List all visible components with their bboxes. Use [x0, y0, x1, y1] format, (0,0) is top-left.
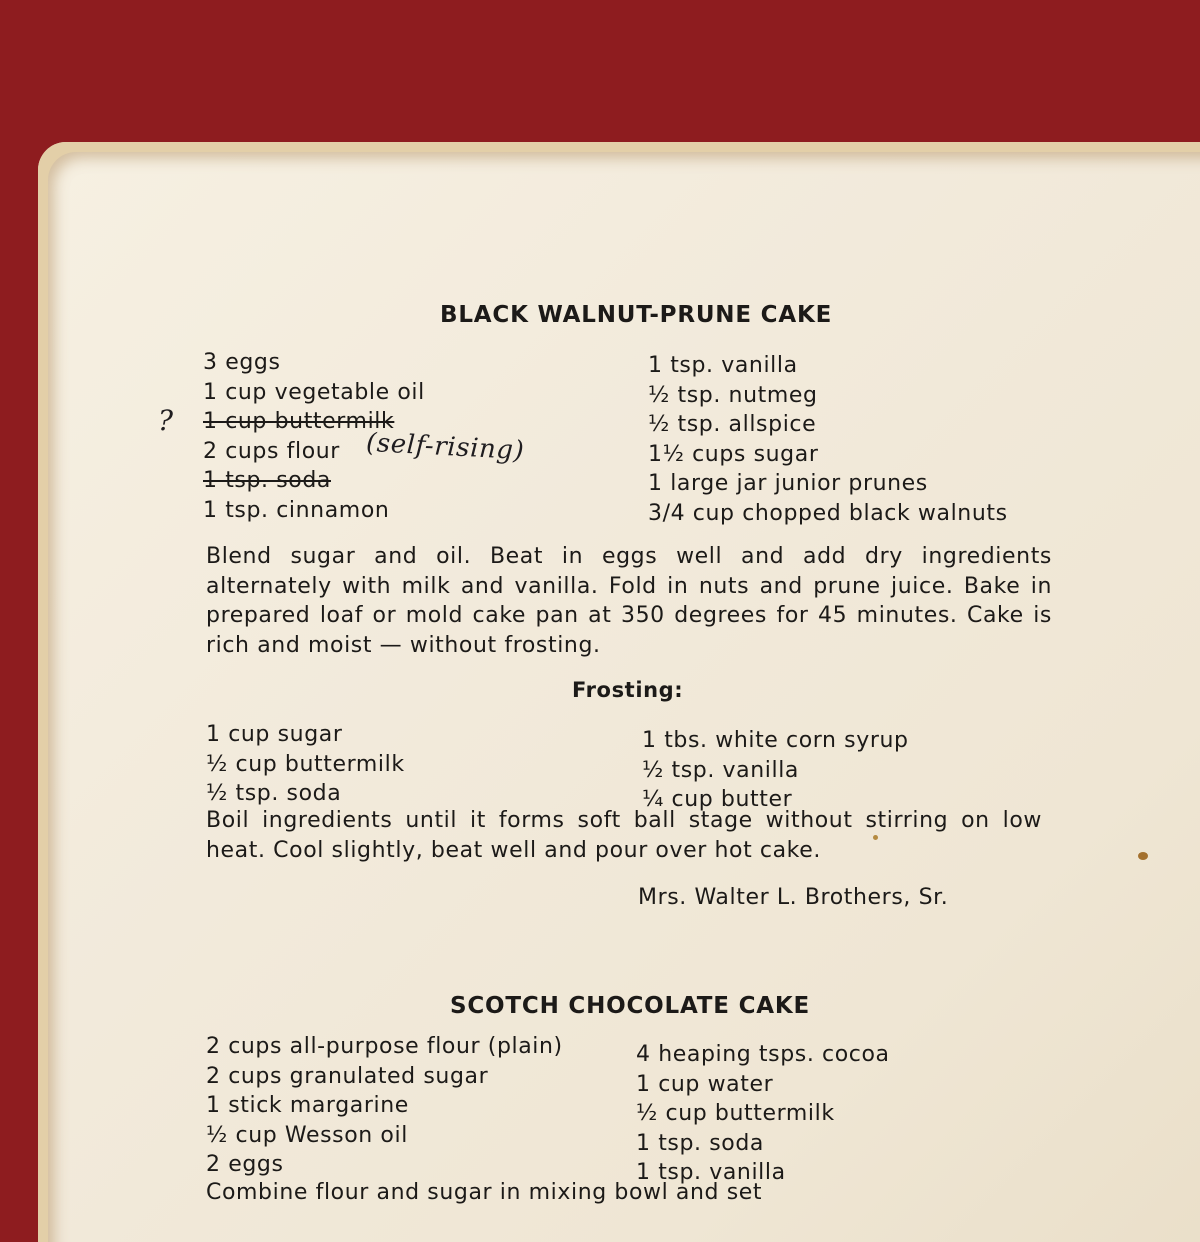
frosting-heading: Frosting:	[572, 678, 684, 702]
ingredient: 1 tsp. vanilla	[648, 353, 798, 378]
directions: Blend sugar and oil. Beat in eggs well and add dry ingredients alternately with milk and vanilla. Fold in nuts and prune juice. Bake in prepared loaf or mold cake pan at 350 degrees for 45 minutes. Cake is rich and moist — without frosting.	[206, 544, 1052, 658]
ingredient: ¼ cup butter	[642, 787, 793, 812]
ingredient: 1 tsp. cinnamon	[203, 497, 390, 523]
contributor: Mrs. Walter L. Brothers, Sr.	[638, 885, 949, 910]
ingredients-left	[206, 1032, 563, 1180]
ingredient: 1 cup vegetable oil	[203, 379, 425, 405]
ingredient: 1 tsp. soda	[636, 1130, 764, 1156]
ingredient: 1 cup sugar	[206, 722, 343, 747]
ingredient: 1 stick margarine	[206, 1093, 409, 1118]
ingredient: 3/4 cup chopped black walnuts	[648, 500, 1008, 526]
ingredient: ½ cup buttermilk	[636, 1101, 835, 1126]
ingredient: 2 cups flour	[203, 438, 340, 464]
handwritten-mark: ?	[158, 404, 174, 437]
ingredient: 1 tsp. vanilla	[636, 1160, 786, 1185]
ingredient-struck: 1 tsp. soda	[203, 468, 331, 493]
ingredient: ½ tsp. soda	[206, 781, 342, 806]
stain-spot	[873, 835, 878, 840]
ingredient: ½ tsp. vanilla	[642, 757, 800, 783]
ingredient: 2 eggs	[206, 1152, 284, 1177]
ingredients-right	[636, 1040, 890, 1188]
ingredient: 1½ cups sugar	[648, 441, 819, 467]
ingredient: 2 cups all-purpose flour (plain)	[206, 1034, 563, 1059]
ingredient: 2 cups granulated sugar	[206, 1063, 489, 1089]
ingredients-right	[648, 351, 1008, 528]
ingredient: ½ cup Wesson oil	[206, 1122, 408, 1148]
recipe-title: SCOTCH CHOCOLATE CAKE	[450, 993, 811, 1019]
ingredient: 3 eggs	[203, 350, 281, 375]
handwritten-note: (self-rising)	[365, 427, 526, 467]
ingredient: ½ cup buttermilk	[206, 751, 405, 777]
ingredient-struck: 1 cup buttermilk	[203, 409, 395, 434]
ingredient: 1 cup water	[636, 1071, 774, 1097]
ingredient: 1 large jar junior prunes	[648, 471, 928, 496]
ingredient: 4 heaping tsps. cocoa	[636, 1042, 890, 1067]
stain-spot	[1138, 852, 1148, 860]
directions-partial: Combine flour and sugar in mixing bowl and set	[206, 1180, 763, 1205]
ingredient: ½ tsp. nutmeg	[648, 382, 818, 408]
ingredient: ½ tsp. allspice	[648, 412, 817, 437]
frosting-ingredients-right	[642, 726, 909, 815]
ingredient: 1 tbs. white corn syrup	[642, 728, 909, 753]
frosting-ingredients-left	[206, 720, 405, 809]
recipe-title: BLACK WALNUT-PRUNE CAKE	[440, 302, 833, 328]
frosting-directions: Boil ingredients until it forms soft ball stage without stirring on low heat. Cool slightly, beat well and pour over hot cake.	[206, 808, 1042, 863]
